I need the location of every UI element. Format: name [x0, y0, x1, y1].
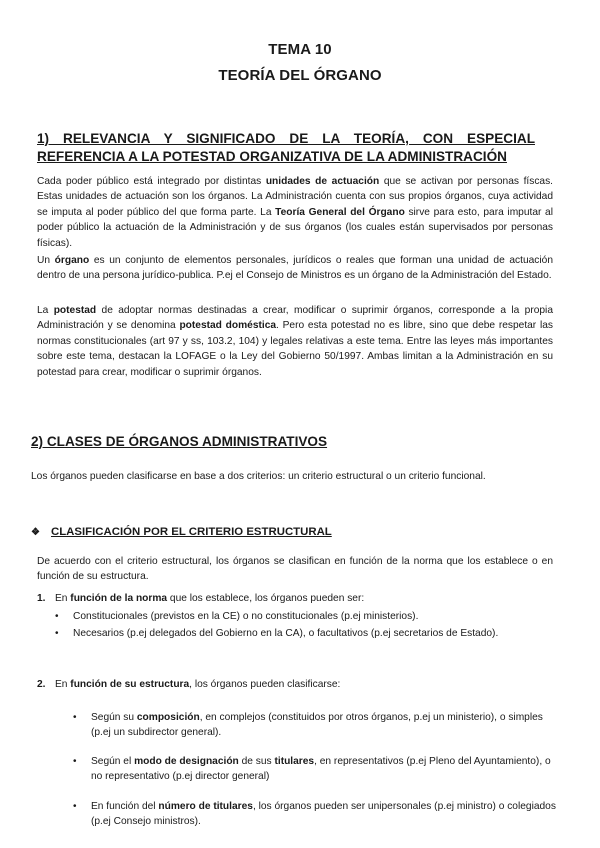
bullet-necesarios: • Necesarios (p.ej delegados del Gobierno en la CA), o facultativos (p.ej secretarios de Estado).	[73, 626, 553, 641]
subsection-title: CLASIFICACIÓN POR EL CRITERIO ESTRUCTURAL	[51, 526, 332, 538]
bullet-icon: •	[73, 712, 77, 723]
list-item-1: 1. En función de la norma que los establece, los órganos pueden ser:	[37, 593, 365, 604]
bullet-icon: •	[55, 628, 59, 639]
document-title: TEORÍA DEL ÓRGANO	[218, 67, 382, 84]
bullet-icon: •	[73, 801, 77, 812]
bullet-constitucionales: • Constitucionales (previstos en la CE) o no constitucionales (p.ej ministerios).	[73, 609, 553, 624]
bullet-modo-designacion: • Según el modo de designación de sus titulares, en representativos (p.ej Pleno del Ayuntamiento), o no representativo (p.ej director general)	[73, 756, 551, 783]
paragraph-unidades-actuacion: Cada poder público está integrado por distintas unidades de actuación que se activan por personas físcas. Estas unidades de actuación son los órganos. La Administración cuenta con sus propios órganos, cuya actividad se imputa al poder público del que forma parte. La Teoría General del Órgano sirve para esto, para imputar al poder público la actuación de la Administración y de sus órganos (los cuales están supervisados por personas físicas).	[37, 176, 554, 249]
paragraph-potestad-domestica: La potestad de adoptar normas destinadas a crear, modificar o suprimir órganos, corresponde a la propia Administración y se denomina potestad doméstica. Pero esta potestad no es libre, sino que debe respetar las normas constitucionales (art 97 y ss, 103.2, 104) y legales relativas a este tema. Entre las leyes más importantes sobre este tema, destacan la LOFAGE o la Ley del Gobierno 50/1997. Ambas limitan a la Administración en su potestad para crear, modificar o suprimir órganos.	[37, 305, 553, 378]
bullet-icon: •	[73, 756, 77, 767]
section1-heading-line1: 1) RELEVANCIA Y SIGNIFICADO DE LA TEORÍA, CON ESPECIAL	[37, 131, 535, 146]
section1-heading-line2: REFERENCIA A LA POTESTAD ORGANIZATIVA DE LA ADMINISTRACIÓN	[37, 149, 507, 164]
section2-intro: Los órganos pueden clasificarse en base a dos criterios: un criterio estructural o un criterio funcional.	[31, 471, 486, 482]
section2-heading: 2) CLASES DE ÓRGANOS ADMINISTRATIVOS	[31, 434, 328, 449]
bullet-numero-titulares: • En función del número de titulares, los órganos pueden ser unipersonales (p.ej ministro) o colegiados (p.ej Consejo ministros).	[73, 801, 556, 828]
bullet-composicion: • Según su composición, en complejos (constituidos por otros órganos, p.ej un ministerio), o simples (p.ej un subdirector general).	[73, 712, 543, 739]
diamond-bullet-icon: ❖	[31, 527, 40, 538]
subsection-heading	[31, 526, 332, 538]
paragraph-organo-definition: Un órgano es un conjunto de elementos personales, jurídicos o reales que forman una unidad de actuación dentro de una persona jurídico-publica. P.ej el Consejo de Ministros es un órgano de la Administración del Estado.	[37, 255, 553, 282]
bullet-icon: •	[55, 611, 59, 622]
subsection-intro: De acuerdo con el criterio estructural, los órganos se clasifican en función de la norma que los establece o en función de su estructura.	[37, 556, 553, 583]
list-item-2: 2. En función de su estructura, los órganos pueden clasificarse:	[37, 679, 341, 690]
tema-number: TEMA 10	[268, 41, 332, 58]
